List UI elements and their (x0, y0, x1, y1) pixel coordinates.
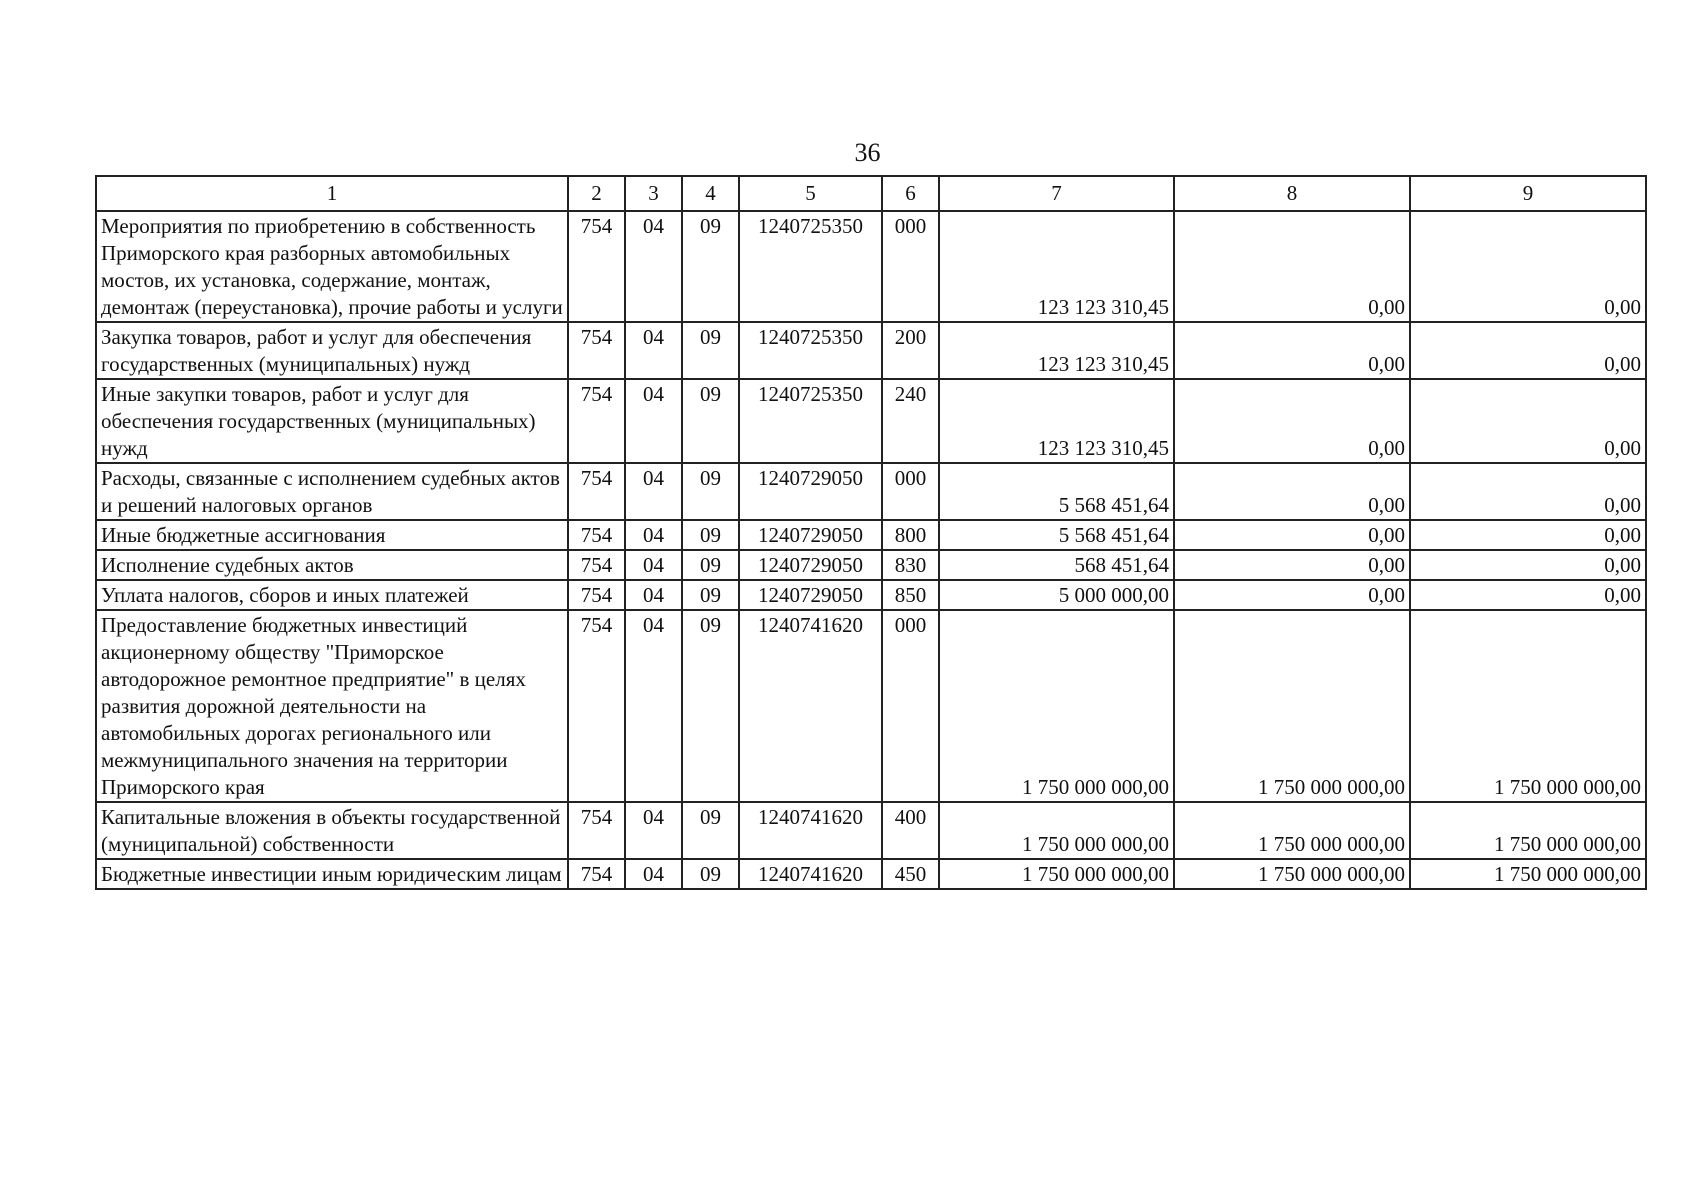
section-code-cell: 04 (625, 520, 682, 550)
expense-type-cell: 200 (882, 322, 939, 379)
row-name-cell: Капитальные вложения в объекты государственной (муниципальной) собственности (96, 802, 568, 859)
column-header: 2 (568, 176, 625, 211)
expense-type-cell: 830 (882, 550, 939, 580)
admin-code-cell: 754 (568, 580, 625, 610)
column-header: 6 (882, 176, 939, 211)
amount-col8-cell: 0,00 (1174, 520, 1410, 550)
admin-code-cell: 754 (568, 859, 625, 889)
target-code-cell: 1240729050 (739, 463, 882, 520)
subsection-code-cell: 09 (682, 859, 739, 889)
subsection-code-cell: 09 (682, 550, 739, 580)
expense-type-cell: 240 (882, 379, 939, 463)
table-row (96, 520, 1646, 550)
row-name-cell: Уплата налогов, сборов и иных платежей (96, 580, 568, 610)
admin-code-cell: 754 (568, 520, 625, 550)
amount-col9-cell: 0,00 (1410, 550, 1646, 580)
section-code-cell: 04 (625, 211, 682, 322)
amount-col8-cell: 0,00 (1174, 211, 1410, 322)
target-code-cell: 1240729050 (739, 520, 882, 550)
expense-type-cell: 400 (882, 802, 939, 859)
admin-code-cell: 754 (568, 322, 625, 379)
target-code-cell: 1240725350 (739, 211, 882, 322)
section-code-cell: 04 (625, 802, 682, 859)
amount-col7-cell: 5 000 000,00 (939, 580, 1174, 610)
amount-col7-cell: 1 750 000 000,00 (939, 610, 1174, 802)
column-header: 1 (96, 176, 568, 211)
target-code-cell: 1240725350 (739, 322, 882, 379)
expense-type-cell: 800 (882, 520, 939, 550)
expense-type-cell: 000 (882, 211, 939, 322)
amount-col7-cell: 1 750 000 000,00 (939, 802, 1174, 859)
section-code-cell: 04 (625, 463, 682, 520)
subsection-code-cell: 09 (682, 463, 739, 520)
table-row (96, 610, 1646, 802)
table-row (96, 859, 1646, 889)
admin-code-cell: 754 (568, 463, 625, 520)
subsection-code-cell: 09 (682, 802, 739, 859)
row-name-cell: Иные закупки товаров, работ и услуг для обеспечения государственных (муниципальных) нужд (96, 379, 568, 463)
subsection-code-cell: 09 (682, 610, 739, 802)
target-code-cell: 1240729050 (739, 580, 882, 610)
amount-col7-cell: 123 123 310,45 (939, 379, 1174, 463)
amount-col7-cell: 123 123 310,45 (939, 211, 1174, 322)
row-name-cell: Расходы, связанные с исполнением судебных актов и решений налоговых органов (96, 463, 568, 520)
amount-col8-cell: 1 750 000 000,00 (1174, 859, 1410, 889)
amount-col7-cell: 5 568 451,64 (939, 463, 1174, 520)
admin-code-cell: 754 (568, 211, 625, 322)
target-code-cell: 1240729050 (739, 550, 882, 580)
admin-code-cell: 754 (568, 550, 625, 580)
amount-col8-cell: 0,00 (1174, 379, 1410, 463)
section-code-cell: 04 (625, 379, 682, 463)
section-code-cell: 04 (625, 859, 682, 889)
table-row (96, 802, 1646, 859)
table-row (96, 580, 1646, 610)
column-header: 4 (682, 176, 739, 211)
amount-col8-cell: 0,00 (1174, 463, 1410, 520)
amount-col9-cell: 1 750 000 000,00 (1410, 610, 1646, 802)
table-header-row (96, 176, 1646, 211)
amount-col9-cell: 1 750 000 000,00 (1410, 859, 1646, 889)
amount-col8-cell: 0,00 (1174, 322, 1410, 379)
table-row (96, 550, 1646, 580)
subsection-code-cell: 09 (682, 379, 739, 463)
amount-col8-cell: 0,00 (1174, 550, 1410, 580)
column-header: 9 (1410, 176, 1646, 211)
section-code-cell: 04 (625, 610, 682, 802)
subsection-code-cell: 09 (682, 520, 739, 550)
expense-type-cell: 000 (882, 610, 939, 802)
column-header: 7 (939, 176, 1174, 211)
admin-code-cell: 754 (568, 379, 625, 463)
section-code-cell: 04 (625, 580, 682, 610)
table-row (96, 322, 1646, 379)
budget-table (95, 175, 1647, 890)
subsection-code-cell: 09 (682, 322, 739, 379)
page-number: 36 (854, 138, 881, 167)
amount-col9-cell: 0,00 (1410, 211, 1646, 322)
admin-code-cell: 754 (568, 610, 625, 802)
amount-col9-cell: 1 750 000 000,00 (1410, 802, 1646, 859)
amount-col9-cell: 0,00 (1410, 520, 1646, 550)
subsection-code-cell: 09 (682, 211, 739, 322)
column-header: 8 (1174, 176, 1410, 211)
column-header: 5 (739, 176, 882, 211)
amount-col9-cell: 0,00 (1410, 379, 1646, 463)
target-code-cell: 1240741620 (739, 859, 882, 889)
amount-col9-cell: 0,00 (1410, 322, 1646, 379)
amount-col8-cell: 0,00 (1174, 580, 1410, 610)
row-name-cell: Мероприятия по приобретению в собственность Приморского края разборных автомобильных мостов, их установка, содержание, монтаж, демонтаж (переустановка), прочие работы и услуги (96, 211, 568, 322)
amount-col7-cell: 1 750 000 000,00 (939, 859, 1174, 889)
target-code-cell: 1240741620 (739, 802, 882, 859)
target-code-cell: 1240725350 (739, 379, 882, 463)
subsection-code-cell: 09 (682, 580, 739, 610)
row-name-cell: Иные бюджетные ассигнования (96, 520, 568, 550)
table-row (96, 211, 1646, 322)
row-name-cell: Исполнение судебных актов (96, 550, 568, 580)
table-row (96, 463, 1646, 520)
section-code-cell: 04 (625, 550, 682, 580)
amount-col7-cell: 123 123 310,45 (939, 322, 1174, 379)
amount-col9-cell: 0,00 (1410, 463, 1646, 520)
row-name-cell: Бюджетные инвестиции иным юридическим лицам (96, 859, 568, 889)
amount-col7-cell: 568 451,64 (939, 550, 1174, 580)
admin-code-cell: 754 (568, 802, 625, 859)
amount-col9-cell: 0,00 (1410, 580, 1646, 610)
target-code-cell: 1240741620 (739, 610, 882, 802)
section-code-cell: 04 (625, 322, 682, 379)
column-header: 3 (625, 176, 682, 211)
expense-type-cell: 000 (882, 463, 939, 520)
row-name-cell: Закупка товаров, работ и услуг для обеспечения государственных (муниципальных) нужд (96, 322, 568, 379)
amount-col8-cell: 1 750 000 000,00 (1174, 802, 1410, 859)
amount-col7-cell: 5 568 451,64 (939, 520, 1174, 550)
amount-col8-cell: 1 750 000 000,00 (1174, 610, 1410, 802)
table-row (96, 379, 1646, 463)
expense-type-cell: 450 (882, 859, 939, 889)
expense-type-cell: 850 (882, 580, 939, 610)
row-name-cell: Предоставление бюджетных инвестиций акционерному обществу "Приморское автодорожное ремонтное предприятие" в целях развития дорожной деятельности на автомобильных дорогах регионального или межмуниципального значения на территории Приморского края (96, 610, 568, 802)
